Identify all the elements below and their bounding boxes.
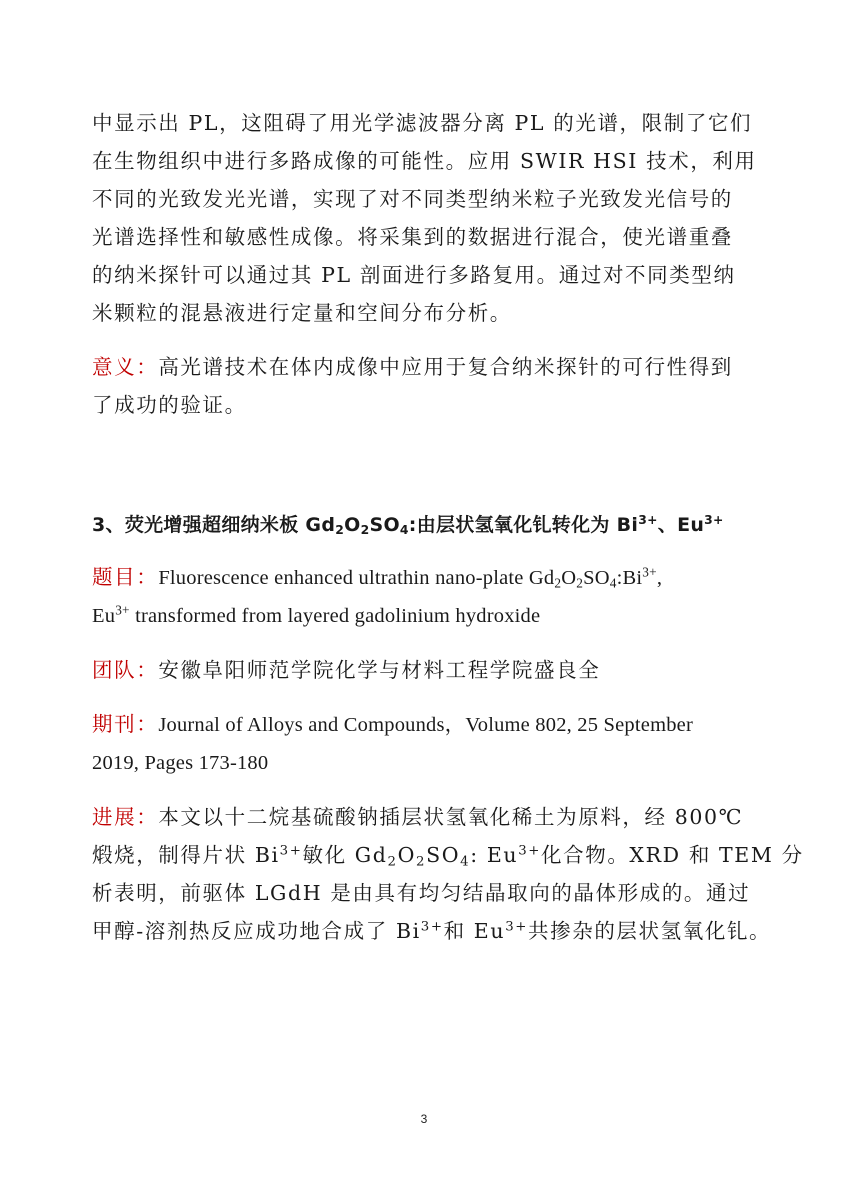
text-line: 米颗粒的混悬液进行定量和空间分布分析。 (92, 301, 512, 325)
significance-paragraph (92, 348, 756, 424)
significance-text: 高光谱技术在体内成像中应用于复合纳米探针的可行性得到 (158, 355, 733, 379)
progress-text: 本文以十二烷基硫酸钠插层状氢氧化稀土为原料，经 800℃ (158, 805, 744, 829)
team-label: 团队： (92, 658, 159, 682)
progress-text-line4: 甲醇-溶剂热反应成功地合成了 $Bi^{3+}$和 $Eu^{3+}$共掺杂的层状氢氧化钆。 (92, 919, 772, 943)
progress-text-line2: 煅烧，制得片状 $Bi^{3+}$敏化 $Gd_2O_2SO_4$: $Eu^{3+}$化合物。XRD 和 TEM 分 (92, 843, 804, 870)
title-text: Fluorescence enhanced ultrathin nano-plate $Gd_2O_2SO_4:Bi^{3+}$, (158, 564, 663, 591)
significance-text-cont: 了成功的验证。 (92, 393, 247, 417)
text-line: 中显示出 PL，这阻碍了用光学滤波器分离 PL 的光谱，限制了它们 (92, 111, 753, 135)
text-line: 光谱选择性和敏感性成像。将采集到的数据进行混合，使光谱重叠 (92, 225, 733, 249)
progress-paragraph (92, 798, 804, 950)
text-line: 不同的光致发光光谱，实现了对不同类型纳米粒子光致发光信号的 (92, 187, 733, 211)
section-heading: 3、荧光增强超细纳米板 $Gd_2O_2SO_4$:由层状氢氧化钆转化为 $Bi^{3+}$、$Eu^{3+}$ (92, 513, 724, 538)
journal-label: 期刊： (92, 712, 159, 736)
journal-text-cont: 2019, Pages 173-180 (92, 752, 269, 774)
text-line: 在生物组织中进行多路成像的可能性。应用 SWIR HSI 技术，利用 (92, 149, 757, 173)
progress-label: 进展： (92, 805, 159, 829)
title-label: 题目： (92, 565, 159, 589)
document-page (92, 104, 804, 950)
journal-text: Journal of Alloys and Compounds，Volume 802, 25 September (158, 714, 693, 736)
progress-text-line3: 析表明，前驱体 LGdH 是由具有均匀结晶取向的晶体形成的。通过 (92, 881, 751, 905)
significance-label: 意义： (92, 355, 159, 379)
title-paragraph (92, 558, 756, 635)
title-text-cont: $Eu^{3+}$ transformed from layered gadolinium hydroxide (92, 602, 541, 627)
paragraph-top (92, 104, 756, 332)
team-text: 安徽阜阳师范学院化学与材料工程学院盛良全 (158, 658, 601, 682)
journal-paragraph (92, 705, 756, 782)
team-paragraph (92, 651, 756, 689)
page-number: 3 (420, 1112, 428, 1126)
text-line: 的纳米探针可以通过其 PL 剖面进行多路复用。通过对不同类型纳 (92, 263, 736, 287)
